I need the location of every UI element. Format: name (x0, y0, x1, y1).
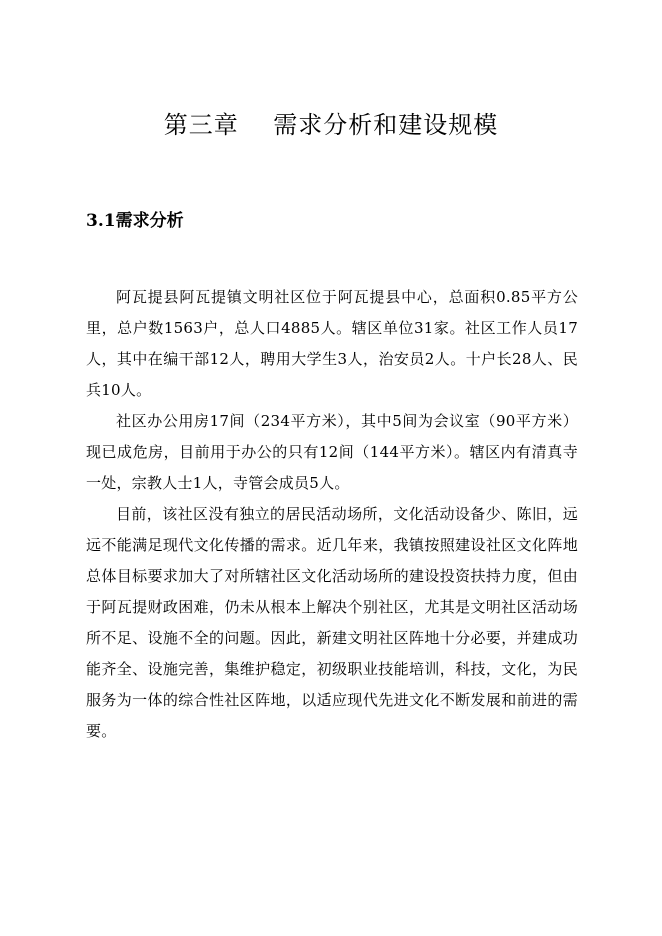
body-text (86, 282, 578, 747)
chapter-title: 第三章 需求分析和建设规模 (163, 111, 499, 139)
paragraph-construction-need: 目前，该社区没有独立的居民活动场所，文化活动设备少、陈旧，远远不能满足现代文化传播的需求。近几年来，我镇按照建设社区文化阵地总体目标要求加大了对所辖社区文化活动场所的建设投资扶持力度，但由于阿瓦提财政困难，仍未从根本上解决个别社区，尤其是文明社区活动场所不足、设施不全的问题。因此，新建文明社区阵地十分必要，并建成功能齐全、设施完善，集维护稳定，初级职业技能培训，科技，文化，为民服务为一体的综合性社区阵地，以适应现代先进文化不断发展和前进的需要。 (86, 505, 578, 740)
paragraph-community-overview: 阿瓦提县阿瓦提镇文明社区位于阿瓦提县中心，总面积0.85平方公里，总户数1563户，总人口4885人。辖区单位31家。社区工作人员17人，其中在编干部12人，聘用大学生3人，治安员2人。十户长28人、民兵10人。 (86, 288, 578, 399)
paragraph-office-space: 社区办公用房17间（234平方米），其中5间为会议室（90平方米）现已成危房，目前用于办公的只有12间（144平方米）。辖区内有清真寺一处，宗教人士1人，寺管会成员5人。 (86, 412, 578, 492)
section-heading: 3.1需求分析 (86, 211, 184, 231)
